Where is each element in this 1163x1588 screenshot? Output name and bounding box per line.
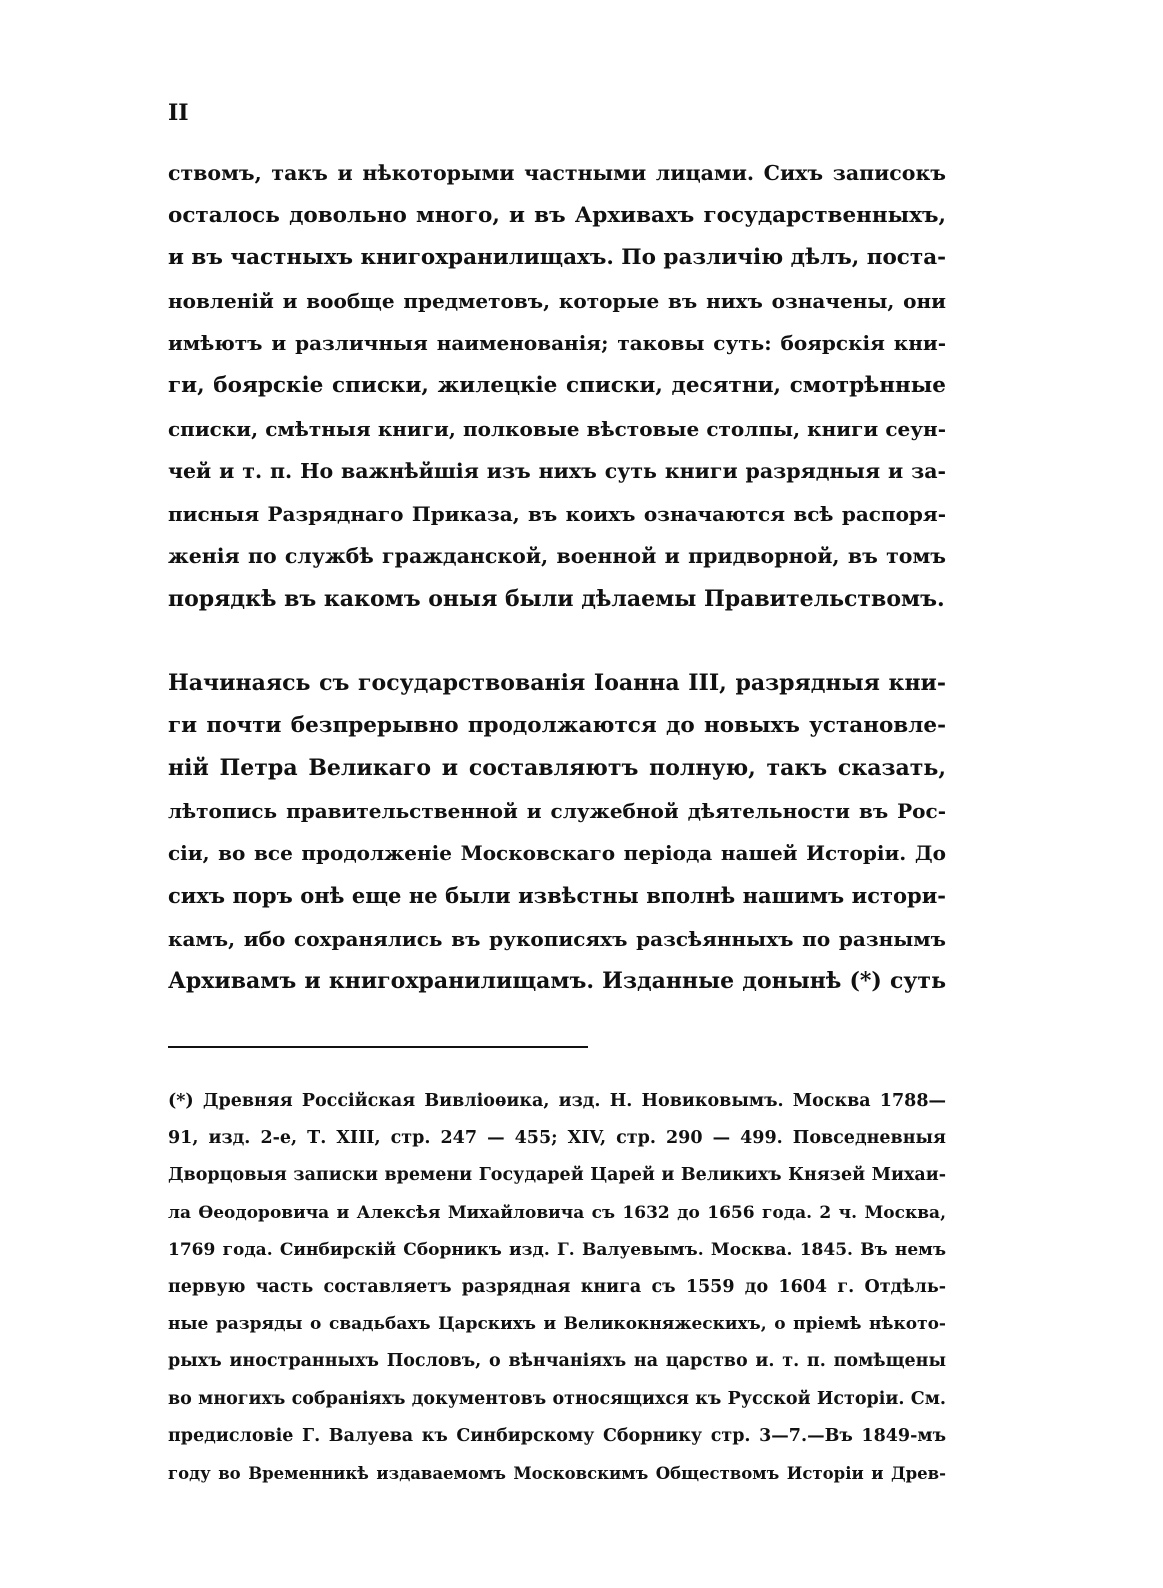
text-line: новленій и вообще предметовъ, которые въ нихъ означены, они — [168, 288, 946, 313]
footnote — [168, 1083, 946, 1492]
footnote-line: предисловіе Г. Валуева къ Синбирскому Сборнику стр. 3—7.—Въ 1849-мъ — [168, 1425, 946, 1446]
footnote-line: году во Временникѣ издаваемомъ Московскимъ Обществомъ Исторіи и Древ- — [168, 1463, 946, 1483]
text-line: списки, смѣтныя книги, полковые вѣстовые столпы, книги сеун- — [168, 416, 946, 441]
footnote-line: ные разряды о свадьбахъ Царскихъ и Великокняжескихъ, о пріемѣ нѣкото- — [168, 1314, 946, 1335]
text-line: ги почти безпрерывно продолжаются до новыхъ установле- — [168, 712, 946, 738]
text-line: имѣютъ и различныя наименованія; таковы суть: боярскія кни- — [168, 331, 946, 356]
text-line: писныя Разряднаго Приказа, въ коихъ означаются всѣ распоря- — [168, 501, 946, 526]
footnote-line: (*) Древняя Россійская Вивліоѳика, изд. Н. Новиковымъ. Москва 1788— — [168, 1091, 946, 1111]
footnote-rule — [168, 1046, 588, 1048]
footnote-line: первую часть составляетъ разрядная книга съ 1559 до 1604 г. Отдѣль- — [168, 1276, 946, 1297]
text-line: женія по службѣ гражданской, военной и придворной, въ томъ — [168, 544, 946, 569]
footnote-line: ла Ѳеодоровича и Алексѣя Михайловича съ 1632 до 1656 года. 2 ч. Москва, — [168, 1202, 946, 1223]
text-line: осталось довольно много, и въ Архивахъ государственныхъ, — [168, 202, 946, 228]
text-line: сихъ поръ онѣ еще не были извѣстны вполнѣ нашимъ истори- — [168, 882, 946, 908]
footnote-line: 1769 года. Синбирскій Сборникъ изд. Г. Валуевымъ. Москва. 1845. Въ немъ — [168, 1239, 946, 1260]
text-line: ній Петра Великаго и составляютъ полную, такъ сказать, — [168, 755, 946, 782]
paragraph-1 — [168, 152, 946, 621]
text-line: чей и т. п. Но важнѣйшія изъ нихъ суть книги разрядныя и за- — [168, 459, 946, 484]
footnote-line: Дворцовыя записки времени Государей Царей и Великихъ Князей Михаи- — [168, 1165, 946, 1186]
text-line: порядкѣ въ какомъ оныя были дѣлаемы Правительствомъ. — [168, 585, 945, 612]
footnote-line: 91, изд. 2-е, Т. XIII, стр. 247 — 455; XIV, стр. 290 — 499. Повседневныя — [168, 1128, 946, 1149]
text-line: ги, боярскіе списки, жилецкіе списки, десятни, смотрѣнные — [168, 372, 946, 398]
text-line: сіи, во все продолженіе Московскаго періода нашей Исторіи. До — [168, 841, 946, 866]
paragraph-2 — [168, 662, 946, 1003]
footnote-line: во многихъ собраніяхъ документовъ относящихся къ Русской Исторіи. См. — [168, 1388, 946, 1409]
text-line: ствомъ, такъ и нѣкоторыми частными лицами. Сихъ записокъ — [168, 161, 946, 185]
page-number: II — [168, 100, 189, 126]
text-line: Архивамъ и книгохранилищамъ. Изданные донынѣ (*) суть — [168, 968, 946, 995]
text-line: и въ частныхъ книгохранилищахъ. По различію дѣлъ, поста- — [168, 245, 947, 271]
text-line: лѣтопись правительственной и служебной дѣятельности въ Рос- — [168, 798, 946, 823]
text-line: камъ, ибо сохранялись въ рукописяхъ разсѣянныхъ по разнымъ — [168, 926, 946, 951]
text-line: Начинаясь съ государствованія Іоанна III, разрядныя кни- — [168, 670, 946, 696]
footnote-line: рыхъ иностранныхъ Пословъ, о вѣнчаніяхъ на царство и. т. п. помѣщены — [168, 1351, 946, 1372]
